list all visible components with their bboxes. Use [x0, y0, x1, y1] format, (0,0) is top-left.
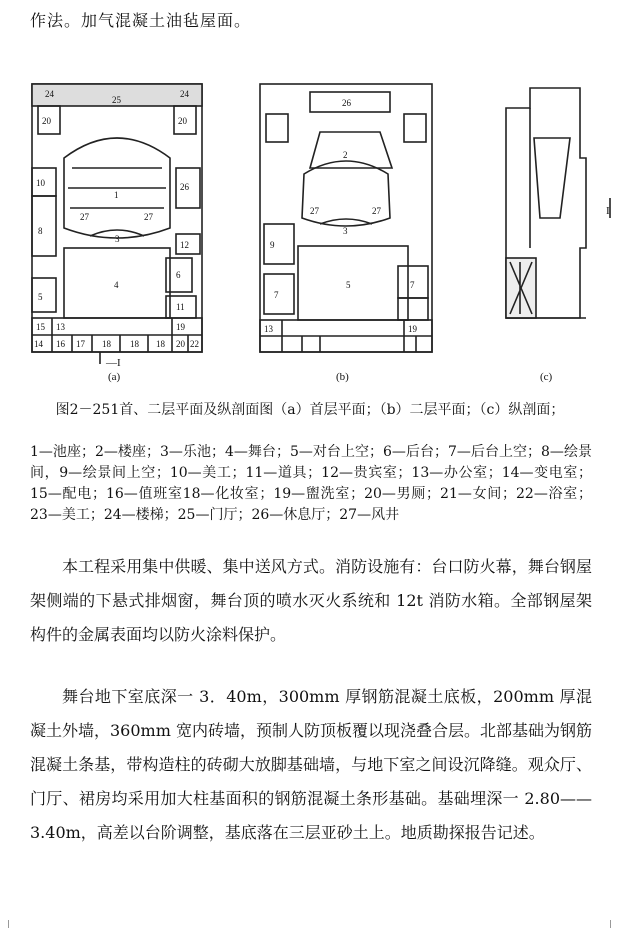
plan-b-label-3: 3: [343, 226, 348, 236]
plan-a-label-8: 8: [38, 226, 43, 236]
plan-a-label-4: 4: [114, 280, 119, 290]
plan-a-label-27b: 27: [144, 212, 153, 222]
section-mark-bottom: —I: [106, 357, 121, 369]
plan-b-label-7b: 7: [274, 290, 279, 300]
plan-a-label-6: 6: [176, 270, 181, 280]
plan-b-label-19: 19: [408, 324, 417, 334]
plan-a-label-24: 24: [45, 89, 54, 99]
plan-a-label-26: 26: [180, 182, 189, 192]
subfig-a-label: (a): [108, 371, 121, 383]
section-c: [506, 88, 610, 318]
plan-a-label-20b: 20: [178, 116, 187, 126]
plan-a-label-22: 22: [190, 339, 199, 349]
top-text-line: 作法。加气混凝土油毡屋面。: [30, 11, 252, 30]
plan-a-label-20c: 20: [176, 339, 185, 349]
section-mark-side: I: [606, 205, 610, 217]
plan-a-label-3: 3: [115, 234, 120, 244]
plan-b-label-13: 13: [264, 324, 273, 334]
plan-a-label-18: 18: [102, 339, 111, 349]
plan-a-label-5: 5: [38, 292, 43, 302]
plan-a-label-16: 16: [56, 339, 65, 349]
figure-legend: 1—池座；2—楼座；3—乐池；4—舞台；5—对台上空；6—后台；7—后台上空；8—绘景间，9—绘景间上空；10—美工；11—道具；12—贵宾室；13—办公室；14—变电室；15—配电；16—值班室18—化妆室；19—盥洗室；20—男厕；21—女间；22—浴室；23—美工；24—楼梯；25—门厅；26—休息厅；27—风井: [30, 444, 592, 523]
plan-a-label-20: 20: [42, 116, 51, 126]
plan-a-label-11: 11: [176, 302, 185, 312]
plan-a-label-13: 13: [56, 322, 65, 332]
plan-b-label-27b: 27: [372, 206, 381, 216]
plan-a-label-12: 12: [180, 240, 189, 250]
plan-b-label-5: 5: [346, 280, 351, 290]
plan-a-label-19: 19: [176, 322, 185, 332]
plan-b: [260, 84, 432, 352]
plan-a-label-18c: 18: [156, 339, 165, 349]
subfig-c-label: (c): [540, 371, 553, 383]
paragraph-foundation: 舞台地下室底深一 3．40m，300mm 厚钢筋混凝土底板，200mm 厚混凝土外墙，360mm 宽内砖墙，预制人防顶板覆以现浇叠合层。北部基础为钢筋混凝土条基，带构造柱的砖砌大放脚基础墙，与地下室之间设沉降缝。观众厅、门厅、裙房均采用加大柱基面积的钢筋混凝土条形基础。基础埋深一 2.80—— 3.40m，高差以台阶调整，基底落在三层亚砂土上。地质勘探报告记述。: [30, 687, 592, 842]
plan-a-label-17: 17: [76, 339, 85, 349]
figure-caption: 图2－251首、二层平面及纵剖面图（a）首层平面；（b）二层平面；（c）纵剖面；: [55, 402, 565, 418]
floor-plan-drawing: [20, 48, 610, 388]
subfig-b-label: (b): [336, 371, 349, 383]
plan-a-label-10: 10: [36, 178, 45, 188]
plan-b-label-7: 7: [410, 280, 415, 290]
plan-a-label-15: 15: [36, 322, 45, 332]
plan-a-label-24b: 24: [180, 89, 189, 99]
floor-plan-figure: [20, 48, 610, 388]
plan-b-label-9: 9: [270, 240, 275, 250]
plan-b-label-26: 26: [342, 98, 351, 108]
page-corner-mark-right: [602, 920, 611, 928]
plan-b-label-2: 2: [343, 150, 348, 160]
plan-b-label-27: 27: [310, 206, 319, 216]
page-corner-mark-left: [8, 920, 17, 928]
plan-a-label-1: 1: [114, 190, 119, 200]
plan-a-label-27: 27: [80, 212, 89, 222]
plan-a-label-18b: 18: [130, 339, 139, 349]
paragraph-fire-protection: 本工程采用集中供暖、集中送风方式。消防设施有：台口防火幕，舞台钢屋架侧端的下悬式排烟窗，舞台顶的喷水灭火系统和 12t 消防水箱。全部钢屋架构件的金属表面均以防火涂料保护。: [30, 557, 592, 644]
plan-a-label-25: 25: [112, 95, 121, 105]
plan-a-label-14: 14: [34, 339, 43, 349]
